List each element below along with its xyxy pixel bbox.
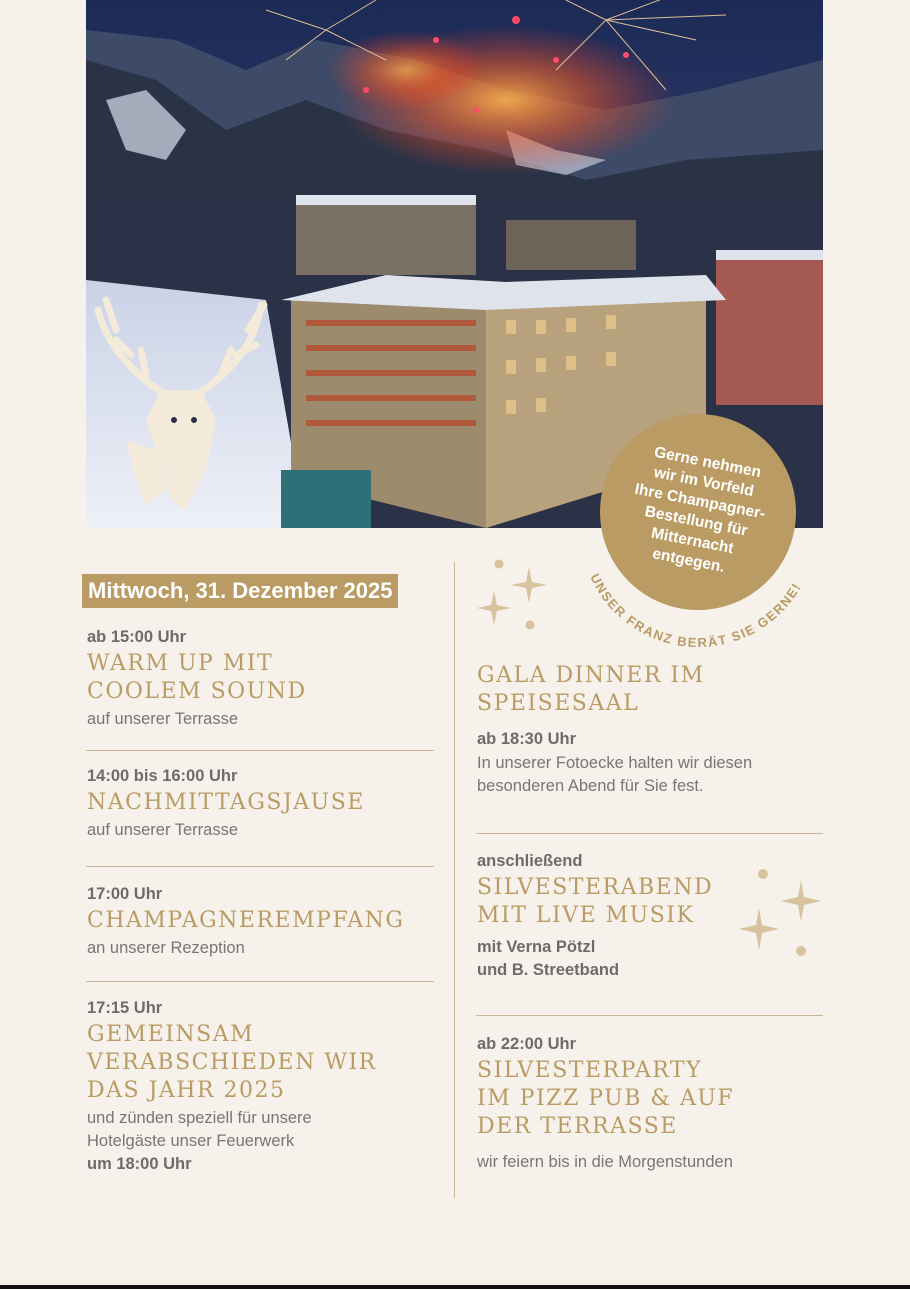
event-description: und zünden speziell für unsere Hotelgäste unser Feuerwerk [87,1109,312,1150]
divider [86,750,434,751]
divider [86,866,434,867]
divider [476,1015,823,1016]
event-fireworks-time: um 18:00 Uhr [87,1155,192,1173]
column-divider [454,562,455,1198]
event-title: CHAMPAGNEREMPFANG [87,908,405,933]
badge-arc-text [560,520,820,660]
bottom-border [0,1285,910,1289]
event-time: ab 15:00 Uhr [87,628,187,646]
event-title: GALA DINNER IM SPEISESAAL [477,663,705,716]
divider [86,981,434,982]
event-time: 17:00 Uhr [87,885,163,903]
badge-text: Gerne nehmen wir im Vorfeld Ihre Champagner- Bestellung für Mitternacht entgegen. [633,443,767,576]
event-time: ab 22:00 Uhr [477,1035,577,1053]
event-title: GEMEINSAM VERABSCHIEDEN WIR DAS JAHR 2025 [87,1022,377,1103]
event-location: auf unserer Terrasse [87,710,239,728]
event-description: wir feiern bis in die Morgenstunden [477,1153,733,1171]
sparkle-icon [474,555,554,635]
event-farewell [87,997,437,1176]
event-title: WARM UP MIT COOLEM SOUND [87,651,307,704]
event-description: In unserer Fotoecke halten wir diesen besonderen Abend für Sie fest. [477,754,753,795]
svg-text:UNSER FRANZ BERÄT SIE GERNE!: UNSER FRANZ BERÄT SIE GERNE! [587,571,805,651]
event-time: 14:00 bis 16:00 Uhr [87,767,238,785]
event-location: an unserer Rezeption [87,939,245,957]
event-live-music [477,850,777,982]
event-title: NACHMITTAGSJAUSE [87,790,365,815]
event-party [477,1033,827,1174]
event-champagne [87,883,437,960]
event-jause [87,765,437,842]
event-title: SILVESTERABEND MIT LIVE MUSIK [477,875,714,928]
event-location: auf unserer Terrasse [87,821,239,839]
event-performer: mit Verna Pötzl und B. Streetband [477,938,620,979]
event-time: anschließend [477,852,583,870]
divider [476,833,823,834]
event-warm-up [87,626,437,731]
sparkle-icon [735,862,825,962]
event-title: SILVESTERPARTY IM PIZZ PUB & AUF DER TERRASSE [477,1058,735,1139]
event-gala-dinner [477,660,827,798]
event-time: ab 18:30 Uhr [477,730,577,748]
event-time: 17:15 Uhr [87,999,163,1017]
event-date: Mittwoch, 31. Dezember 2025 [82,574,398,608]
